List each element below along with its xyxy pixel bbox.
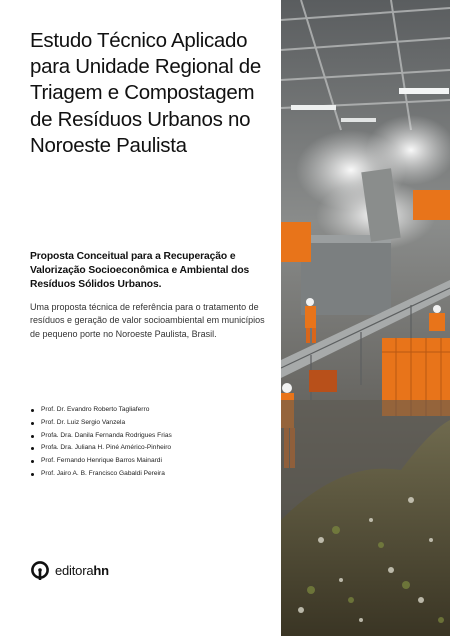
author-item	[30, 430, 172, 443]
author-item	[30, 455, 172, 468]
author-name: Prof. Jairo A. B. Francisco Gabaldi Pereira	[41, 469, 165, 477]
book-title: Estudo Técnico Aplicado para Unidade Regional de Triagem e Compostagem de Resíduos Urbanos no Noroeste Paulista	[30, 29, 262, 157]
author-item	[30, 417, 172, 430]
author-name: Prof. Dr. Luiz Sergio Vanzela	[41, 418, 126, 426]
book-description: Uma proposta técnica de referência para o tratamento de resíduos e geração de valor socioambiental em municípios de pequeno porte no Noroeste Paulista, Brasil.	[30, 302, 265, 339]
author-item	[30, 404, 172, 417]
author-name: Prof. Fernando Henrique Barros Mainardi	[41, 457, 162, 465]
bullet-icon	[31, 473, 34, 476]
author-item	[30, 442, 172, 455]
bullet-icon	[31, 422, 34, 425]
book-subtitle: Proposta Conceitual para a Recuperação e Valorização Socioeconômica e Ambiental dos Resíduos Sólidos Urbanos.	[30, 251, 250, 290]
bullet-icon	[31, 409, 34, 412]
publisher-logo	[30, 560, 109, 580]
author-name: Profa. Dra. Danila Fernanda Rodrigues Frias	[41, 431, 172, 439]
bullet-icon	[31, 435, 34, 438]
publisher-logo-icon	[30, 560, 50, 580]
author-name: Prof. Dr. Evandro Roberto Tagliaferro	[41, 406, 150, 413]
author-item	[30, 468, 172, 481]
publisher-name-regular: editora	[55, 562, 94, 578]
waste-sorting-facility-photo	[281, 0, 450, 636]
publisher-name-bold: hn	[93, 562, 109, 578]
bullet-icon	[31, 447, 34, 450]
facility-illustration	[281, 0, 450, 636]
author-list	[30, 404, 172, 481]
author-name: Profa. Dra. Juliana H. Piné Américo-Pinheiro	[41, 444, 172, 452]
bullet-icon	[31, 460, 34, 463]
publisher-name	[55, 563, 109, 578]
